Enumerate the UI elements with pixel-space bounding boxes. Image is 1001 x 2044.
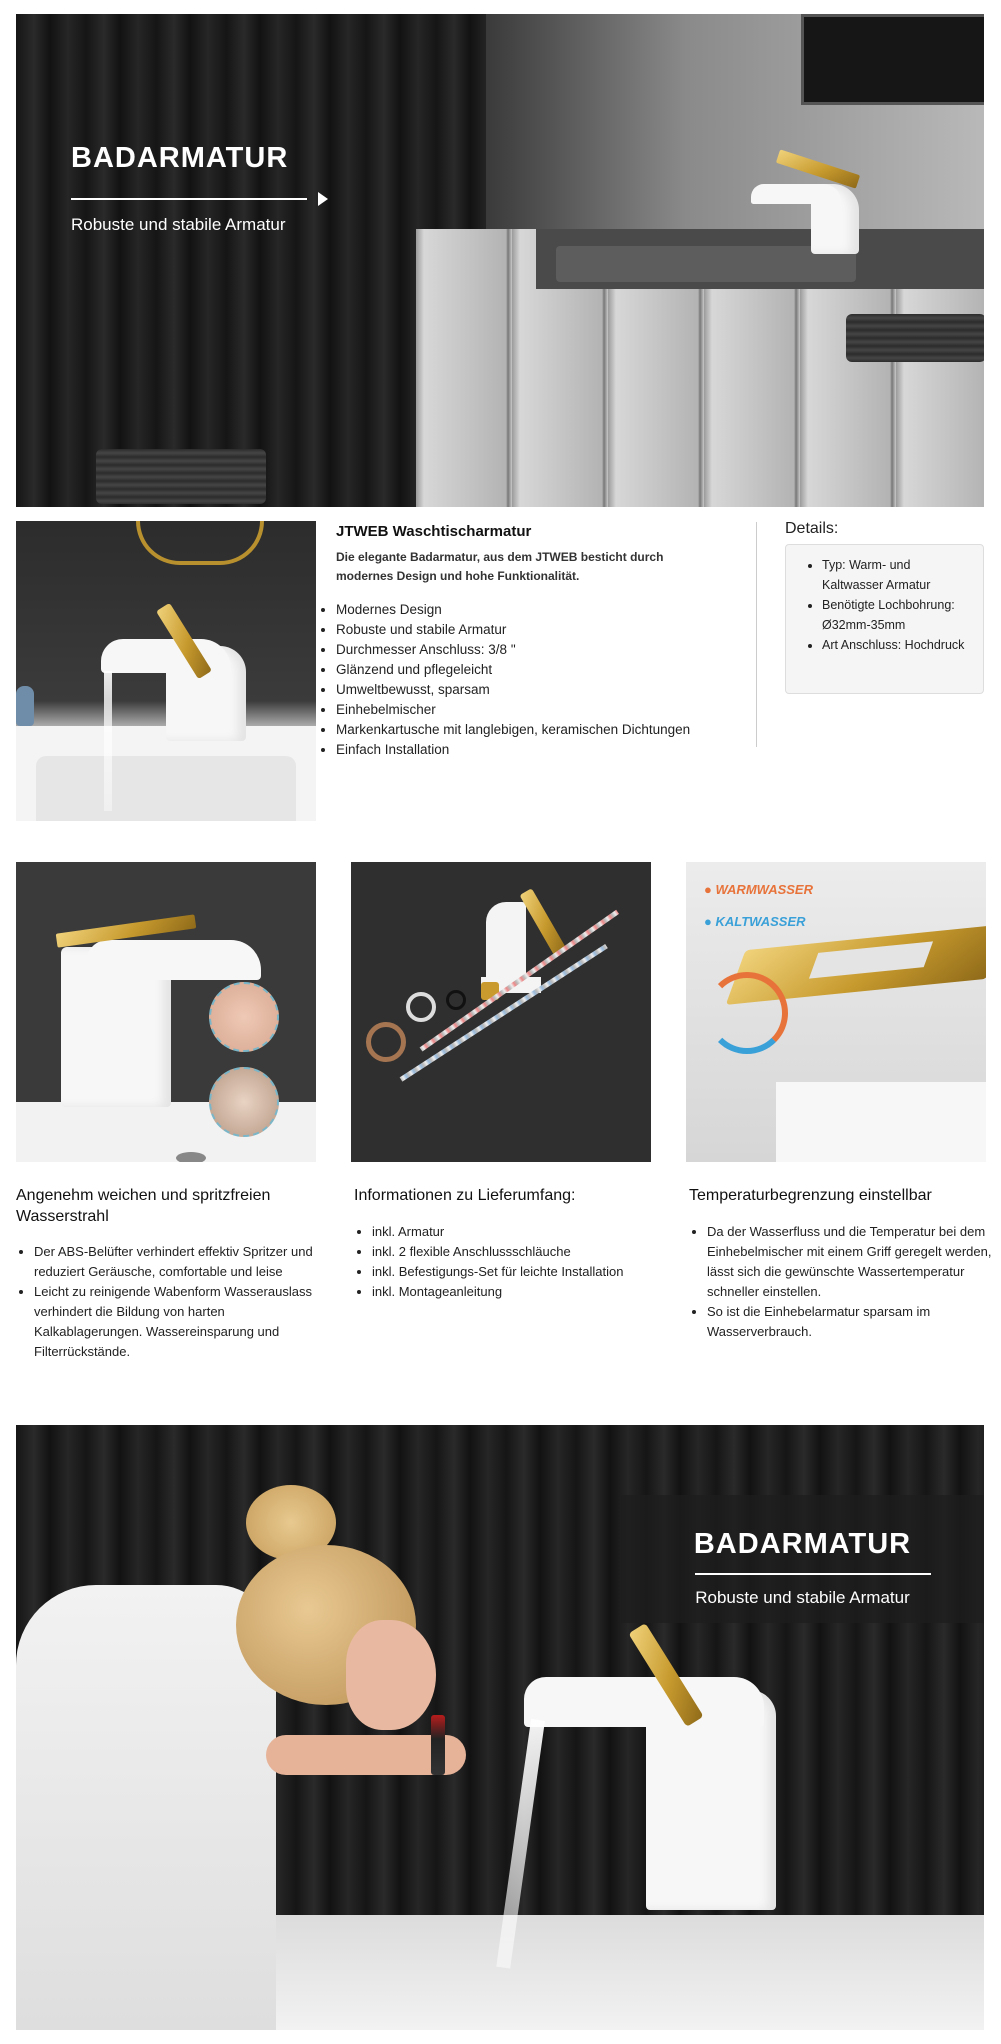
list-item: • Durchmesser Anschluss: 3/8 " (336, 640, 766, 660)
glass-bottle (16, 686, 34, 726)
list-item: • inkl. Armatur (372, 1222, 672, 1242)
cold-label-row (704, 914, 806, 929)
list-item: • Art Anschluss: Hochdruck (822, 635, 975, 655)
list-item: • Benötigte Lochbohrung: Ø32mm-35mm (822, 595, 975, 635)
hero-banner-bottom (16, 1425, 984, 2030)
tile-image-package-contents (351, 862, 651, 1162)
list-item: • Glänzend und pflegeleicht (336, 660, 766, 680)
list-item: • Einfach Installation (336, 740, 766, 760)
list-item: • Der ABS-Belüfter verhindert effektiv Spritzer und reduziert Geräusche, comfortable und leise (34, 1242, 324, 1282)
hero-subtitle: Robuste und stabile Armatur (71, 215, 286, 234)
drop-warm-icon: ● (704, 882, 712, 897)
tile-heading: Temperaturbegrenzung einstellbar (689, 1187, 932, 1204)
drop-cold-icon: ● (704, 914, 712, 929)
drain (176, 1152, 206, 1162)
hero-title: BADARMATUR (71, 142, 289, 174)
list-item: • Typ: Warm- und Kaltwasser Armatur (822, 555, 975, 595)
hero-divider (71, 198, 307, 200)
wall-shelf (801, 14, 984, 105)
cold-label: KALTWASSER (715, 914, 806, 929)
product-title: JTWEB Waschtischarmatur (336, 523, 532, 540)
tile-image-aerator (16, 862, 316, 1162)
list-item: • Leicht zu reinigende Wabenform Wasserauslass verhindert die Bildung von harten Kalkablagerungen. Wassereinsparung und Filterrückstände. (34, 1282, 324, 1362)
sink-basin (36, 756, 296, 821)
list-item: • Einhebelmischer (336, 700, 766, 720)
lipstick (431, 1715, 445, 1775)
faucet-spout (86, 940, 261, 980)
list-item: • Umweltbewusst, sparsam (336, 680, 766, 700)
round-mirror (136, 521, 264, 565)
details-list (786, 555, 983, 655)
hero-title: BADARMATUR (693, 1528, 912, 1560)
list-item: • Robuste und stabile Armatur (336, 620, 766, 640)
face (346, 1620, 436, 1730)
details-heading: Details: (785, 520, 839, 537)
divider-line (756, 522, 757, 747)
warm-label: WARMWASSER (715, 882, 813, 897)
tile-list (689, 1222, 999, 1342)
hero-subtitle: Robuste und stabile Armatur (695, 1588, 910, 1607)
tile-image-temperature (686, 862, 986, 1162)
water-detail-circle (209, 1067, 279, 1137)
list-item: • Da der Wasserfluss und die Temperatur bei dem Einhebelmischer mit einem Griff geregelt werden, lässt sich die gewünschte Wassertemperatur schneller einstellen. (707, 1222, 999, 1302)
list-item: • Markenkartusche mit langlebigen, keramischen Dichtungen (336, 720, 766, 740)
list-item: • inkl. Montageanleitung (372, 1282, 672, 1302)
washer-ring (406, 992, 436, 1022)
faucet-body (486, 902, 526, 982)
product-image-faucet (16, 521, 316, 821)
product-description: Die elegante Badarmatur, aus dem JTWEB besticht durch modernes Design und hohe Funktionalität. (336, 550, 664, 583)
bathrobe (16, 1585, 276, 2030)
list-item: • So ist die Einhebelarmatur sparsam im Wasserverbrauch. (707, 1302, 999, 1342)
towel-stack-left (96, 449, 266, 504)
o-ring (446, 990, 466, 1010)
tile-heading: Angenehm weichen und spritzfreien Wasserstrahl (16, 1187, 271, 1225)
hand-detail-circle (209, 982, 279, 1052)
towel-stack (846, 314, 984, 362)
rotation-arrow-icon (706, 972, 788, 1054)
tile-list (354, 1222, 672, 1302)
hero-divider (695, 1573, 931, 1575)
faucet-spout (101, 639, 231, 673)
arrow-right-icon (318, 192, 328, 206)
tile-list (16, 1242, 324, 1362)
list-item: • inkl. 2 flexible Anschlussschläuche (372, 1242, 672, 1262)
hero-caption (71, 142, 288, 175)
water-stream (104, 671, 112, 811)
details-box (785, 544, 984, 694)
hero-caption (16, 1528, 984, 1561)
faucet-handle (519, 888, 566, 956)
list-item: • Modernes Design (336, 600, 766, 620)
faucet-spout (524, 1677, 764, 1727)
tile-heading: Informationen zu Lieferumfang: (354, 1187, 576, 1204)
warm-label-row (704, 882, 813, 897)
feature-list (322, 600, 766, 760)
brass-ring (366, 1022, 406, 1062)
faucet-body (776, 1082, 986, 1162)
faucet-spout (751, 184, 841, 204)
hero-banner-top (16, 14, 984, 507)
list-item: • inkl. Befestigungs-Set für leichte Installation (372, 1262, 672, 1282)
